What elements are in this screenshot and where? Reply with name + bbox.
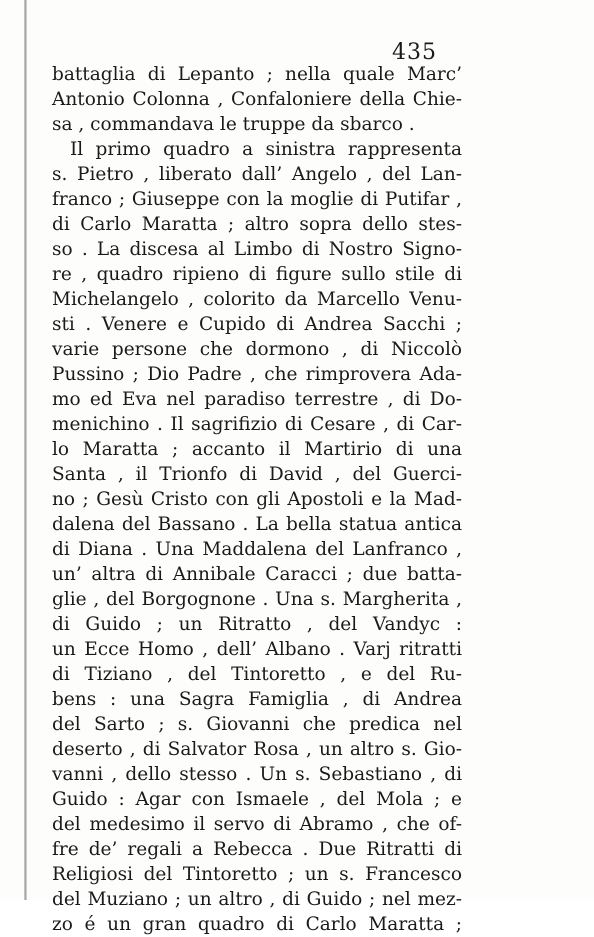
text-line: so . La discesa al Limbo di Nostro Signo-	[52, 239, 462, 260]
text-line: Il primo quadro a sinistra rappresenta	[70, 139, 462, 160]
text-line: varie persone che dormono , di Niccolò	[52, 339, 462, 360]
text-line: Pussino ; Dio Padre , che rimprovera Ada-	[52, 364, 462, 385]
text-line: fre de’ regali a Rebecca . Due Ritratti di	[52, 839, 462, 860]
text-line: franco ; Giuseppe con la moglie di Putifar ,	[52, 189, 462, 210]
text-line: no ; Gesù Cristo con gli Apostoli e la Mad-	[52, 489, 462, 510]
text-line: Michelangelo , colorito da Marcello Venu-	[52, 289, 462, 310]
text-line: battaglia di Lepanto ; nella quale Marc’	[52, 64, 462, 85]
text-line: s. Pietro , liberato dall’ Angelo , del Lan-	[52, 164, 462, 185]
text-line: Santa , il Trionfo di David , del Guerci-	[52, 464, 462, 485]
text-line: del Muziano ; un altro , di Guido ; nel mez-	[52, 889, 462, 910]
text-line: zo é un gran quadro di Carlo Maratta ;	[52, 914, 462, 935]
body-text	[52, 62, 462, 937]
text-line: lo Maratta ; accanto il Martirio di una	[52, 439, 462, 460]
text-line: di Tiziano , del Tintoretto , e del Ru-	[52, 664, 462, 685]
text-line: di Carlo Maratta ; altro sopra dello stes-	[52, 214, 462, 235]
text-line: un’ altra di Annibale Caracci ; due batta-	[52, 564, 462, 585]
text-line: un Ecce Homo , dell’ Albano . Varj ritratti	[52, 639, 462, 660]
page-number: 435	[392, 40, 437, 65]
text-line: di Guido ; un Ritratto , del Vandyc :	[52, 614, 462, 635]
text-line: del medesimo il servo di Abramo , che of-	[52, 814, 462, 835]
text-line: di Diana . Una Maddalena del Lanfranco ,	[52, 539, 462, 560]
text-line: re , quadro ripieno di figure sullo stile di	[52, 264, 462, 285]
text-line: glie , del Borgognone . Una s. Margherita ,	[52, 589, 462, 610]
text-line: sa , commandava le truppe da sbarco .	[52, 114, 415, 135]
text-line: vanni , dello stesso . Un s. Sebastiano , di	[52, 764, 462, 785]
text-line: sti . Venere e Cupido di Andrea Sacchi ;	[52, 314, 462, 335]
text-line: Guido : Agar con Ismaele , del Mola ; e	[52, 789, 462, 810]
text-line: deserto , di Salvator Rosa , un altro s. Gio-	[52, 739, 462, 760]
text-line: dalena del Bassano . La bella statua antica	[52, 514, 462, 535]
text-line: mo ed Eva nel paradiso terrestre , di Do-	[52, 389, 462, 410]
text-line: bens : una Sagra Famiglia , di Andrea	[52, 689, 462, 710]
text-line: Antonio Colonna , Confaloniere della Chie-	[52, 89, 462, 110]
page-gutter-edge	[24, 0, 27, 900]
text-line: del Sarto ; s. Giovanni che predica nel	[52, 714, 462, 735]
text-line: menichino . Il sagrifizio di Cesare , di Car-	[52, 414, 462, 435]
text-line: Religiosi del Tintoretto ; un s. Francesco	[52, 864, 462, 885]
